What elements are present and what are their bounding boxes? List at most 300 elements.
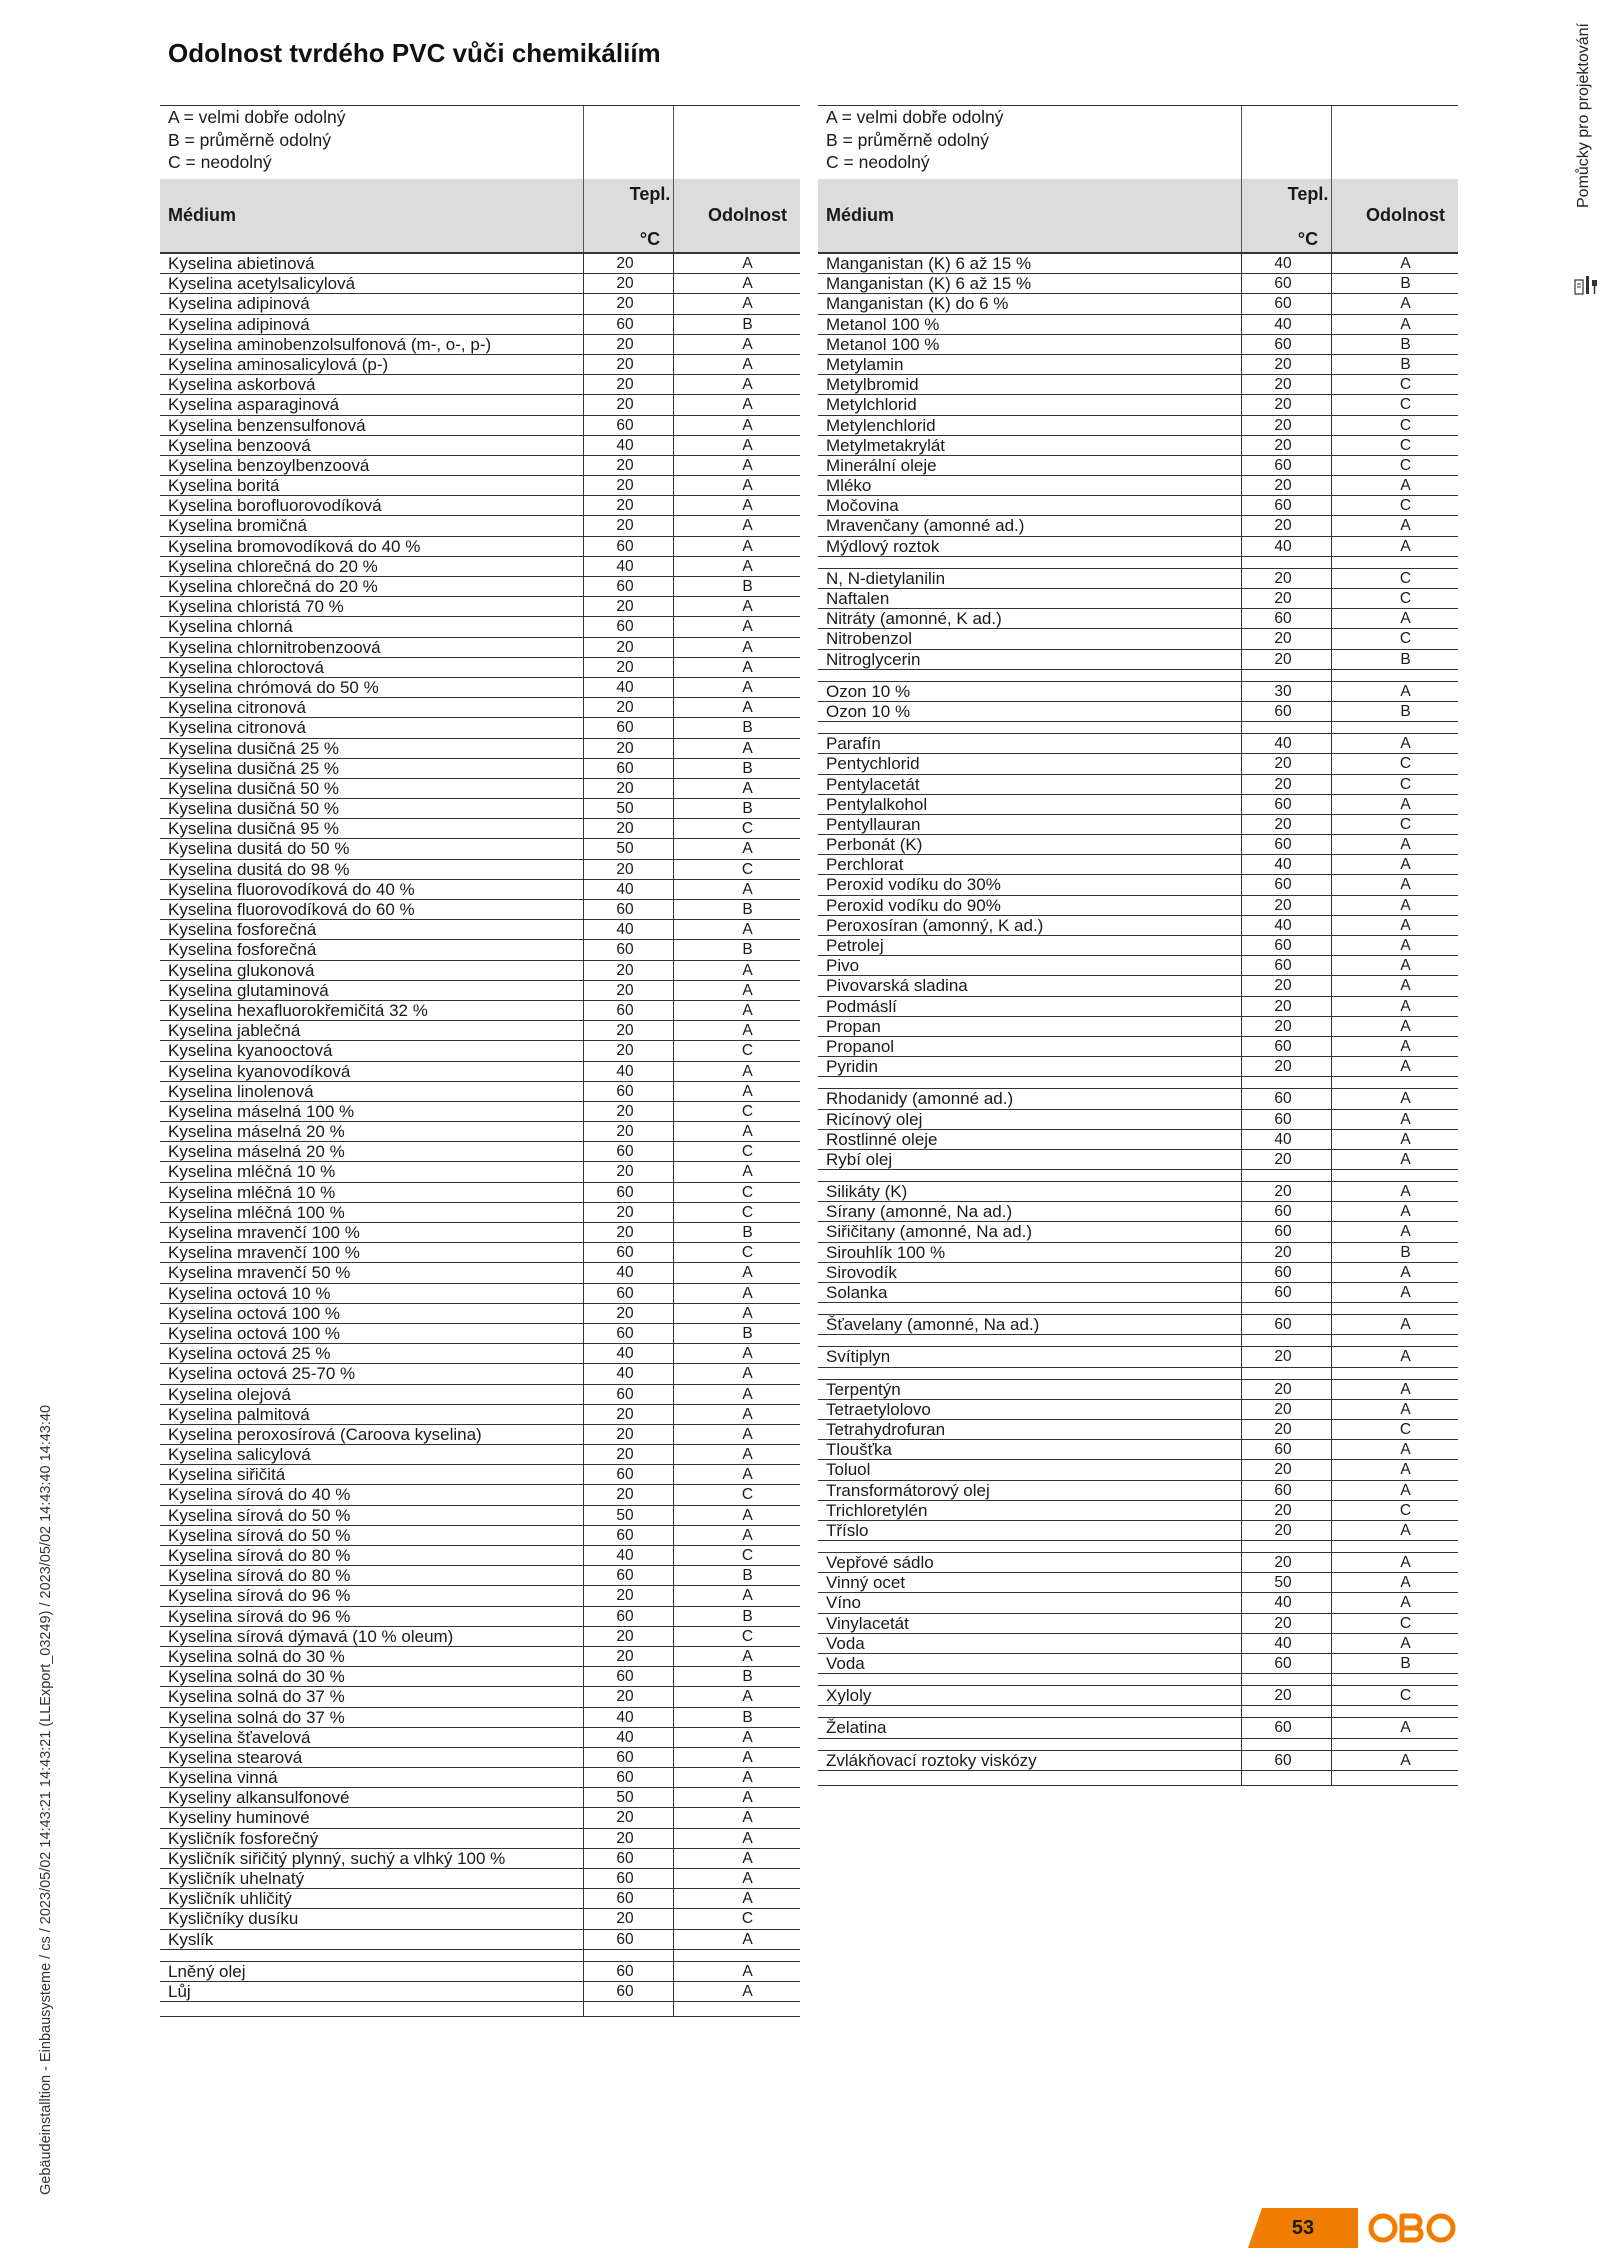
resistance-cell: C [741, 1244, 754, 1262]
legend-c: C = neodolný [826, 152, 930, 172]
medium-cell: Kyselina mléčná 100 % [168, 1202, 345, 1222]
medium-cell: Kyseliny huminové [168, 1808, 310, 1828]
resistance-cell: A [1400, 477, 1411, 495]
resistance-cell: B [742, 1224, 753, 1241]
temperature-cell: 40 [616, 1708, 634, 1726]
medium-cell: Kyselina sírová do 50 % [168, 1525, 351, 1545]
table-row [818, 1202, 1458, 1222]
medium-cell: Petrolej [826, 936, 884, 955]
medium-cell: Kyselina mravenčí 100 % [168, 1223, 360, 1242]
resistance-cell: A [742, 255, 753, 272]
table-row [818, 1685, 1458, 1706]
resistance-cell: A [742, 1526, 753, 1544]
resistance-cell: A [742, 618, 753, 636]
page-number-badge [1248, 2208, 1358, 2248]
table-row [818, 1110, 1458, 1130]
medium-cell: Svítiplyn [826, 1347, 891, 1367]
resistance-cell: A [742, 1809, 753, 1827]
table-row [818, 1400, 1458, 1420]
resistance-cell: C [741, 1627, 754, 1645]
temperature-cell: 20 [1274, 1183, 1292, 1201]
resistance-cell: B [742, 1607, 753, 1625]
medium-cell: Kyselina fosforečná [168, 920, 317, 940]
table-row [818, 335, 1458, 355]
table-row [818, 775, 1458, 795]
temperature-cell: 60 [616, 1962, 634, 1980]
table-row [160, 1982, 800, 2002]
table-row [160, 678, 800, 698]
resistance-cell: A [1400, 856, 1411, 874]
medium-cell: Kyselina dusičná 50 % [168, 799, 340, 819]
resistance-cell: C [1399, 497, 1412, 515]
table-row [160, 537, 800, 557]
medium-cell: Kyselina dusičná 50 % [168, 778, 340, 798]
temperature-cell: 60 [1274, 1037, 1292, 1055]
column-temp: Tepl. [629, 184, 671, 204]
resistance-cell: C [1399, 456, 1412, 474]
table-row [160, 698, 800, 718]
legend-a: A = velmi dobře odolný [168, 107, 346, 127]
resistance-cell: A [742, 1890, 753, 1908]
temperature-cell: 20 [616, 1224, 634, 1241]
resistance-cell: A [742, 1304, 753, 1322]
temperature-cell: 60 [1274, 1110, 1292, 1128]
table-row [818, 537, 1458, 557]
medium-cell: Víno [826, 1593, 861, 1613]
medium-cell: Lněný olej [168, 1961, 246, 1981]
resistance-cell: C [741, 1102, 754, 1120]
table-row [818, 1017, 1458, 1037]
resistance-cell: A [1400, 610, 1411, 628]
temperature-cell: 60 [1274, 610, 1292, 628]
table-row [160, 1687, 800, 1707]
medium-cell: Kyselina chrómová do 50 % [168, 677, 379, 697]
temperature-cell: 60 [1274, 275, 1292, 293]
medium-cell: Močovina [826, 496, 899, 516]
resistance-cell: A [742, 1163, 753, 1181]
resistance-cell: A [742, 1466, 753, 1484]
temperature-cell: 20 [616, 275, 634, 293]
temperature-cell: 20 [1274, 1400, 1292, 1418]
resistance-cell: A [742, 1769, 753, 1787]
table-row [160, 375, 800, 395]
medium-cell: Kyselina mravenčí 50 % [168, 1263, 351, 1283]
resistance-cell: A [1400, 1521, 1411, 1539]
table-row [160, 759, 800, 779]
temperature-cell: 20 [1274, 1554, 1292, 1572]
medium-cell: Peroxid vodíku do 90% [826, 895, 1001, 915]
column-temp-unit: °C [639, 229, 661, 249]
medium-cell: Kyselina dusitá do 98 % [168, 859, 350, 879]
resistance-cell: A [1400, 315, 1411, 333]
temperature-cell: 40 [1274, 1634, 1292, 1652]
medium-cell: Kyselina sírová do 96 % [168, 1606, 351, 1626]
resistance-cell: C [1399, 376, 1412, 394]
temperature-cell: 20 [1274, 1501, 1292, 1519]
table-row [160, 1183, 800, 1203]
medium-cell: Kyselina hexafluorokřemičitá 32 % [168, 1000, 428, 1020]
page-title: Odolnost tvrdého PVC vůči chemikáliím [168, 38, 661, 68]
table-row [160, 436, 800, 456]
table-row [160, 779, 800, 799]
table-row [160, 516, 800, 536]
resistance-cell: A [1400, 1090, 1411, 1108]
table-row [160, 1869, 800, 1889]
resistance-cell: A [742, 1728, 753, 1746]
medium-cell: Sírany (amonné, Na ad.) [826, 1202, 1013, 1222]
temperature-cell: 60 [616, 1849, 634, 1867]
medium-cell: Voda [826, 1633, 865, 1653]
temperature-cell: 20 [616, 961, 634, 979]
export-footer: Gebäudeinstalltion - Einbausysteme / cs / 2023/05/02 14:43:21 14:43:21 (LLExport_03249) / 2023/05/02 14:43:40 14:43:40 [38, 1404, 54, 2195]
medium-cell: Kyselina fluorovodíková do 40 % [168, 879, 415, 899]
table-row [160, 1909, 800, 1929]
resistance-cell: C [741, 820, 754, 838]
table-row [818, 650, 1458, 670]
medium-cell: Kyselina sírová do 50 % [168, 1505, 351, 1525]
medium-cell: Kyselina máselná 100 % [168, 1101, 355, 1121]
table-row [160, 1405, 800, 1425]
temperature-cell: 60 [616, 618, 634, 636]
temperature-cell: 20 [616, 1304, 634, 1322]
temperature-cell: 60 [616, 1183, 634, 1201]
temperature-cell: 40 [1274, 1130, 1292, 1148]
medium-cell: Kyselina benzoylbenzoová [168, 455, 370, 475]
medium-cell: Pentychlorid [826, 754, 920, 774]
resistance-cell: A [742, 1082, 753, 1100]
temperature-cell: 40 [1274, 916, 1292, 934]
medium-cell: Naftalen [826, 589, 890, 608]
temperature-cell: 40 [616, 1728, 634, 1746]
temperature-cell: 20 [616, 1809, 634, 1827]
medium-cell: Tloušťka [826, 1440, 892, 1460]
resistance-cell: A [1400, 1441, 1411, 1459]
medium-cell: Mravenčany (amonné ad.) [826, 516, 1025, 536]
table-row [160, 1526, 800, 1546]
table-row [160, 294, 800, 314]
resistance-cell: C [1399, 569, 1412, 587]
medium-cell: Kyselina octová 25-70 % [168, 1364, 356, 1384]
table-row [160, 1889, 800, 1909]
medium-cell: Kysličník uhelnatý [168, 1869, 305, 1888]
temperature-cell: 20 [1274, 590, 1292, 607]
resistance-cell: C [1399, 815, 1412, 833]
temperature-cell: 60 [1274, 1655, 1292, 1672]
table-row [818, 1263, 1458, 1283]
table-end-rule [160, 2016, 800, 2017]
resistance-cell: C [741, 860, 754, 878]
table-row [818, 681, 1458, 702]
resistance-cell: A [742, 1930, 753, 1948]
table-row [818, 1088, 1458, 1109]
resistance-cell: A [742, 517, 753, 535]
table-row [160, 819, 800, 839]
table-row [160, 1607, 800, 1627]
medium-cell: Ozon 10 % [826, 701, 911, 721]
temperature-cell: 60 [616, 1466, 634, 1484]
column-divider [1331, 252, 1332, 1785]
temperature-cell: 20 [1274, 1150, 1292, 1168]
temperature-cell: 40 [1274, 1594, 1292, 1612]
table-row [818, 754, 1458, 774]
table-row [818, 795, 1458, 815]
temperature-cell: 40 [616, 1264, 634, 1282]
resistance-cell: A [742, 1284, 753, 1302]
temperature-cell: 60 [616, 1982, 634, 2000]
temperature-cell: 20 [616, 1405, 634, 1423]
table-row [160, 1021, 800, 1041]
temperature-cell: 20 [1274, 1380, 1292, 1398]
temperature-cell: 60 [616, 416, 634, 434]
temperature-cell: 60 [616, 1244, 634, 1262]
resistance-cell: B [742, 578, 753, 595]
temperature-cell: 20 [616, 1647, 634, 1665]
resistance-cell: A [742, 1385, 753, 1403]
medium-cell: Kyselina citronová [168, 718, 306, 738]
medium-cell: Kyselina palmitová [168, 1404, 310, 1424]
legend-a: A = velmi dobře odolný [826, 107, 1004, 127]
table-row [160, 1546, 800, 1566]
temperature-cell: 20 [616, 779, 634, 797]
table-row [160, 1647, 800, 1667]
temperature-cell: 50 [616, 1506, 634, 1524]
temperature-cell: 60 [1274, 1223, 1292, 1241]
temperature-cell: 20 [616, 255, 634, 272]
medium-cell: Kyselina chlorná [168, 617, 293, 637]
temperature-cell: 20 [1274, 416, 1292, 434]
medium-cell: Sirouhlík 100 % [826, 1242, 946, 1262]
medium-cell: Kyselina mléčná 10 % [168, 1162, 336, 1182]
table-row [160, 900, 800, 920]
temperature-cell: 20 [616, 638, 634, 656]
temperature-cell: 60 [1274, 795, 1292, 813]
temperature-cell: 60 [1274, 456, 1292, 474]
temperature-cell: 60 [1274, 295, 1292, 313]
medium-cell: Kyselina chlornitrobenzoová [168, 637, 381, 657]
temperature-cell: 60 [1274, 1263, 1292, 1281]
medium-cell: Perchlorat [826, 855, 904, 875]
medium-cell: Kyslík [168, 1929, 214, 1949]
resistance-cell: A [742, 739, 753, 757]
temperature-cell: 50 [616, 1789, 634, 1807]
resistance-cell: B [742, 1708, 753, 1726]
medium-cell: Kyselina bromovodíková do 40 % [168, 536, 421, 556]
table-row [160, 1485, 800, 1505]
temperature-cell: 20 [616, 739, 634, 757]
resistance-cell: A [1400, 1110, 1411, 1128]
medium-cell: Terpentýn [826, 1379, 901, 1399]
resistance-cell: B [742, 901, 753, 918]
table-row [160, 1324, 800, 1344]
resistance-cell: A [742, 1405, 753, 1423]
table-row [160, 1385, 800, 1405]
resistance-cell: A [742, 598, 753, 616]
resistance-cell: B [1400, 355, 1411, 373]
table-row [818, 375, 1458, 395]
table-row [160, 1506, 800, 1526]
medium-cell: Kyselina sírová do 96 % [168, 1586, 351, 1606]
temperature-cell: 40 [616, 678, 634, 696]
resistance-cell: A [1400, 1017, 1411, 1035]
medium-cell: Rybí olej [826, 1149, 893, 1169]
resistance-cell: A [1400, 876, 1411, 894]
resistance-cell: A [1400, 517, 1411, 535]
resistance-cell: C [1399, 436, 1412, 454]
resistance-cell: C [1399, 416, 1412, 434]
temperature-cell: 40 [1274, 255, 1292, 272]
temperature-cell: 20 [1274, 815, 1292, 833]
temperature-cell: 60 [616, 1001, 634, 1019]
resistance-cell: A [1400, 997, 1411, 1015]
table-row [818, 1460, 1458, 1480]
medium-cell: Kyselina aminobenzolsulfonová (m-, o-, p-) [168, 334, 492, 354]
resistance-cell: A [1400, 937, 1411, 954]
resistance-cell: B [742, 1668, 753, 1686]
temperature-cell: 20 [616, 335, 634, 353]
table-header [160, 105, 800, 252]
temperature-cell: 40 [1274, 735, 1292, 753]
resistance-cell: A [742, 1022, 753, 1040]
temperature-cell: 40 [1274, 537, 1292, 555]
resistance-cell: B [1400, 335, 1411, 353]
table-row [160, 981, 800, 1001]
resistance-cell: A [1400, 1348, 1411, 1366]
medium-cell: Trichloretylén [826, 1500, 928, 1520]
resistance-cell: A [742, 416, 753, 434]
medium-cell: Ozon 10 % [826, 681, 911, 701]
resistance-cell: B [1400, 650, 1411, 668]
tools-icon [1572, 272, 1600, 300]
resistance-cell: A [1400, 735, 1411, 753]
table-row [160, 254, 800, 274]
table-body [818, 252, 1458, 1771]
table-row [160, 476, 800, 496]
temperature-cell: 60 [616, 1930, 634, 1948]
table-row [160, 1627, 800, 1647]
table-row [818, 896, 1458, 916]
medium-cell: Vinylacetát [826, 1613, 909, 1633]
temperature-cell: 20 [1274, 1461, 1292, 1479]
medium-cell: Transformátorový olej [826, 1480, 990, 1500]
temperature-cell: 60 [616, 759, 634, 777]
medium-cell: Lůj [168, 1981, 191, 2001]
temperature-cell: 20 [616, 1425, 634, 1443]
resistance-cell: A [742, 1264, 753, 1282]
table-row [160, 1364, 800, 1384]
resistance-cell: B [742, 941, 753, 959]
temperature-cell: 60 [1274, 957, 1292, 975]
medium-cell: Kyselina askorbová [168, 375, 316, 395]
resistance-cell: C [741, 1143, 754, 1161]
resistance-cell: C [741, 1203, 754, 1221]
resistance-cell: A [742, 1365, 753, 1383]
column-temp-unit: °C [1297, 229, 1319, 249]
table-row [818, 815, 1458, 835]
table-row [160, 1768, 800, 1788]
temperature-cell: 50 [616, 840, 634, 858]
resistance-cell: C [741, 1486, 754, 1504]
temperature-cell: 60 [1274, 1203, 1292, 1221]
table-row [818, 835, 1458, 855]
resistance-cell: A [742, 1982, 753, 2000]
resistance-cell: C [1399, 396, 1412, 414]
medium-cell: Kyselina benzoová [168, 435, 311, 455]
temperature-cell: 20 [616, 598, 634, 616]
medium-cell: Kyselina glutaminová [168, 980, 329, 1000]
temperature-cell: 20 [1274, 896, 1292, 914]
column-divider [1241, 252, 1242, 1785]
medium-cell: Kyselina benzensulfonová [168, 415, 366, 435]
table-row [818, 315, 1458, 335]
resistance-cell: C [1399, 775, 1412, 793]
medium-cell: Manganistan (K) 6 až 15 % [826, 274, 1032, 294]
medium-cell: Kyselina dusitá do 50 % [168, 839, 350, 859]
table-row [818, 416, 1458, 436]
medium-cell: Kyselina peroxosírová (Caroova kyselina) [168, 1424, 482, 1444]
temperature-cell: 60 [616, 1748, 634, 1766]
column-divider [1241, 106, 1242, 252]
resistance-cell: C [741, 1910, 754, 1928]
temperature-cell: 20 [616, 981, 634, 999]
temperature-cell: 30 [1274, 682, 1292, 700]
table-row [160, 1243, 800, 1263]
medium-cell: Kyselina fosforečná [168, 940, 317, 960]
table-row [818, 1037, 1458, 1057]
resistance-cell: A [742, 376, 753, 394]
temperature-cell: 60 [1274, 1316, 1292, 1334]
table-row [160, 1748, 800, 1768]
temperature-cell: 60 [616, 1769, 634, 1787]
resistance-cell: B [742, 719, 753, 737]
resistance-cell: C [1399, 1501, 1412, 1519]
table-row [818, 1346, 1458, 1367]
medium-cell: Kyselina dusičná 25 % [168, 738, 340, 758]
resistance-cell: A [1400, 255, 1411, 272]
temperature-cell: 20 [1274, 650, 1292, 668]
resistance-cell: A [1400, 537, 1411, 555]
temperature-cell: 20 [1274, 997, 1292, 1015]
table-row [160, 1344, 800, 1364]
section-label-text: Pomůcky pro projektování [1575, 23, 1592, 208]
resistance-cell: C [1399, 630, 1412, 648]
temperature-cell: 60 [1274, 836, 1292, 854]
resistance-cell: A [1400, 1284, 1411, 1301]
resistance-cell: A [742, 1789, 753, 1807]
table-row [818, 568, 1458, 589]
resistance-cell: A [742, 557, 753, 575]
resistance-cell: A [742, 497, 753, 515]
resistance-cell: C [1399, 1614, 1412, 1632]
medium-cell: Metanol 100 % [826, 334, 940, 354]
table-row [160, 1142, 800, 1162]
medium-cell: Kyselina solná do 30 % [168, 1667, 345, 1687]
temperature-cell: 20 [1274, 1017, 1292, 1035]
resistance-cell: C [741, 1547, 754, 1564]
resistance-cell: A [1400, 1130, 1411, 1148]
medium-cell: Pivo [826, 956, 860, 976]
medium-cell: Kysličník siřičitý plynný, suchý a vlhký 100 % [168, 1848, 506, 1868]
temperature-cell: 20 [616, 1042, 634, 1060]
medium-cell: N, N-dietylanilin [826, 568, 946, 588]
table-row [818, 1130, 1458, 1150]
temperature-cell: 20 [616, 860, 634, 878]
medium-cell: Kyselina aminosalicylová (p-) [168, 354, 389, 374]
temperature-cell: 20 [616, 456, 634, 474]
medium-cell: Mýdlový roztok [826, 536, 940, 556]
table-row [160, 1062, 800, 1082]
medium-cell: Manganistan (K) do 6 % [826, 294, 1009, 314]
column-header-row [818, 179, 1458, 252]
